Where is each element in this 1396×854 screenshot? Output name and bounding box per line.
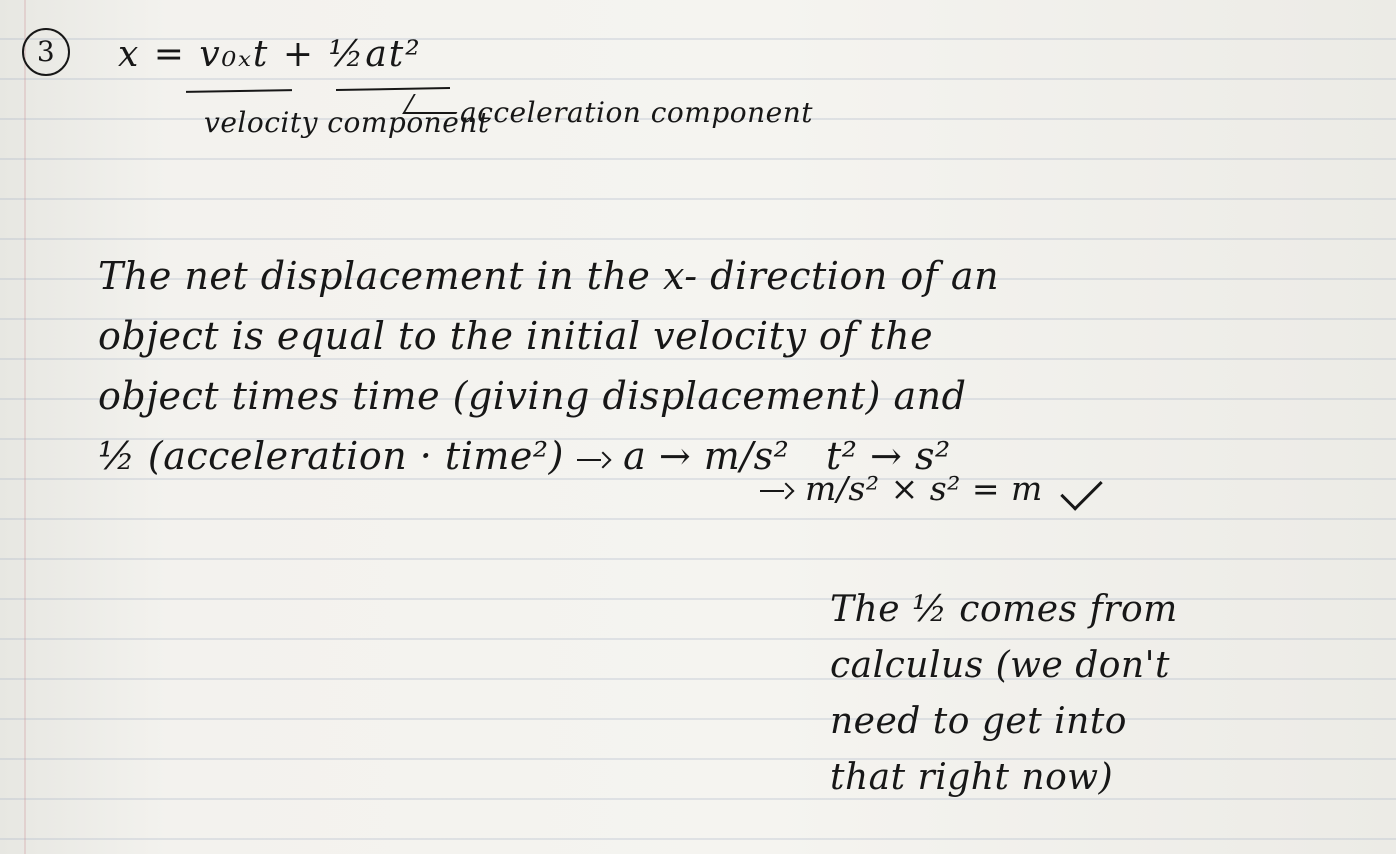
time-unit: t² → s² (825, 434, 951, 478)
acceleration-unit: a → m/s² (623, 434, 790, 478)
equation: x = v₀ₓt + ½at² (118, 34, 422, 75)
explanation-line-1: The net displacement in the x- direction of an (98, 254, 1000, 298)
velocity-underline (186, 89, 292, 93)
explanation-line-4: ½ (acceleration · time²) (98, 434, 564, 478)
explanation-line-4-row (98, 426, 1278, 486)
arrow-icon (577, 451, 611, 469)
dimension-result: m/s² × s² = m (805, 469, 1043, 508)
velocity-label: velocity component (204, 106, 490, 139)
note-line-3: need to get into (830, 701, 1127, 742)
explanation-line-2: object is equal to the initial velocity of the (98, 314, 934, 358)
checkmark-icon (1060, 468, 1102, 510)
note-line-1: The ½ comes from (830, 589, 1178, 630)
explanation-text (98, 246, 1278, 486)
dimension-result-row (760, 462, 1101, 516)
margin-line (24, 0, 26, 854)
acceleration-underline (336, 87, 450, 91)
calculus-note (830, 582, 1178, 806)
acceleration-label: acceleration component (460, 96, 813, 129)
arrow-icon (760, 482, 794, 500)
problem-number: 3 (22, 28, 70, 76)
note-line-2: calculus (we don't (830, 645, 1170, 686)
note-line-4: that right now) (830, 757, 1114, 798)
explanation-line-3: object times time (giving displacement) and (98, 374, 967, 418)
dimension-check (760, 462, 1101, 516)
